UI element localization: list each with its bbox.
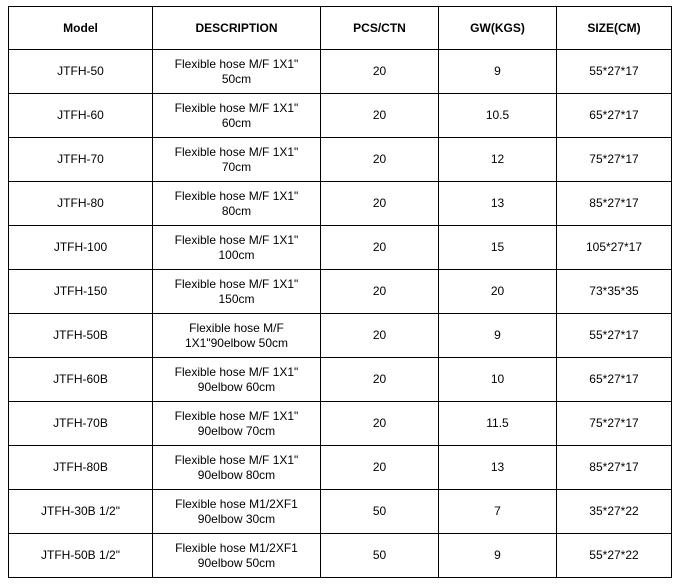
pcs-per-carton-cell: 20 [321,50,439,94]
size-cell: 73*35*35 [557,270,672,314]
pcs-per-carton-cell: 20 [321,226,439,270]
gross-weight-cell: 9 [439,314,557,358]
size-cell: 85*27*17 [557,446,672,490]
pcs-per-carton-cell: 20 [321,182,439,226]
header-pcs-per-carton: PCS/CTN [321,7,439,50]
description-cell: Flexible hose M/F 1X1" 150cm [153,270,321,314]
model-cell: JTFH-80B [9,446,153,490]
gross-weight-cell: 12 [439,138,557,182]
gross-weight-cell: 7 [439,490,557,534]
table-row [9,182,672,226]
table-row [9,270,672,314]
description-cell: Flexible hose M/F 1X1" 90elbow 80cm [153,446,321,490]
header-gross-weight: GW(KGS) [439,7,557,50]
table-body [9,50,672,578]
table-row [9,138,672,182]
size-cell: 75*27*17 [557,138,672,182]
model-cell: JTFH-70 [9,138,153,182]
table-row [9,490,672,534]
size-cell: 105*27*17 [557,226,672,270]
gross-weight-cell: 9 [439,534,557,578]
pcs-per-carton-cell: 50 [321,534,439,578]
description-cell: Flexible hose M/F 1X1" 90elbow 60cm [153,358,321,402]
pcs-per-carton-cell: 50 [321,490,439,534]
pcs-per-carton-cell: 20 [321,358,439,402]
table-header-row [9,7,672,50]
table-row [9,402,672,446]
model-cell: JTFH-80 [9,182,153,226]
description-cell: Flexible hose M/F 1X1" 50cm [153,50,321,94]
gross-weight-cell: 9 [439,50,557,94]
table-row [9,534,672,578]
gross-weight-cell: 20 [439,270,557,314]
gross-weight-cell: 10.5 [439,94,557,138]
size-cell: 55*27*17 [557,314,672,358]
model-cell: JTFH-50B 1/2" [9,534,153,578]
product-spec-table [8,6,672,578]
gross-weight-cell: 13 [439,446,557,490]
size-cell: 55*27*17 [557,50,672,94]
gross-weight-cell: 15 [439,226,557,270]
model-cell: JTFH-60 [9,94,153,138]
description-cell: Flexible hose M/F 1X1" 80cm [153,182,321,226]
model-cell: JTFH-60B [9,358,153,402]
table-row [9,94,672,138]
size-cell: 65*27*17 [557,358,672,402]
description-cell: Flexible hose M1/2XF1 90elbow 30cm [153,490,321,534]
size-cell: 35*27*22 [557,490,672,534]
description-cell: Flexible hose M/F 1X1"90elbow 50cm [153,314,321,358]
pcs-per-carton-cell: 20 [321,314,439,358]
description-cell: Flexible hose M/F 1X1" 100cm [153,226,321,270]
model-cell: JTFH-70B [9,402,153,446]
model-cell: JTFH-150 [9,270,153,314]
model-cell: JTFH-50B [9,314,153,358]
pcs-per-carton-cell: 20 [321,138,439,182]
table-row [9,314,672,358]
model-cell: JTFH-30B 1/2" [9,490,153,534]
model-cell: JTFH-100 [9,226,153,270]
description-cell: Flexible hose M/F 1X1" 60cm [153,94,321,138]
pcs-per-carton-cell: 20 [321,402,439,446]
table-row [9,226,672,270]
description-cell: Flexible hose M/F 1X1" 70cm [153,138,321,182]
pcs-per-carton-cell: 20 [321,94,439,138]
header-description: DESCRIPTION [153,7,321,50]
header-model: Model [9,7,153,50]
table-row [9,358,672,402]
gross-weight-cell: 11.5 [439,402,557,446]
model-cell: JTFH-50 [9,50,153,94]
size-cell: 75*27*17 [557,402,672,446]
description-cell: Flexible hose M1/2XF1 90elbow 50cm [153,534,321,578]
table-row [9,50,672,94]
gross-weight-cell: 10 [439,358,557,402]
header-size: SIZE(CM) [557,7,672,50]
pcs-per-carton-cell: 20 [321,270,439,314]
description-cell: Flexible hose M/F 1X1" 90elbow 70cm [153,402,321,446]
table-row [9,446,672,490]
size-cell: 55*27*22 [557,534,672,578]
size-cell: 65*27*17 [557,94,672,138]
gross-weight-cell: 13 [439,182,557,226]
pcs-per-carton-cell: 20 [321,446,439,490]
size-cell: 85*27*17 [557,182,672,226]
